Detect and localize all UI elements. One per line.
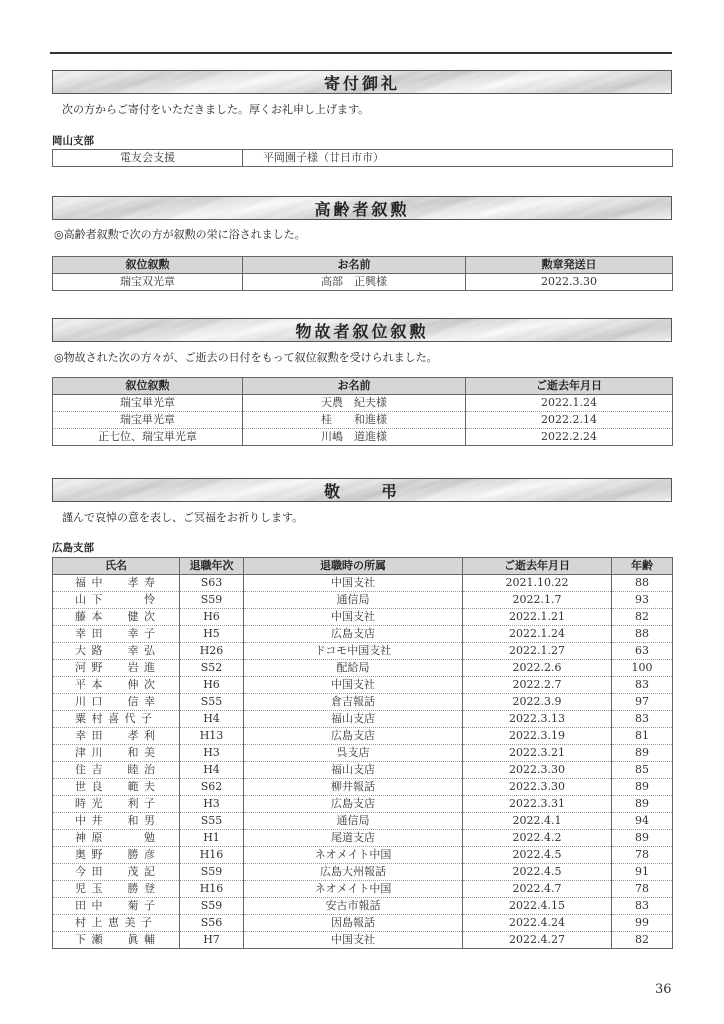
date-cell: 2022.3.21	[463, 745, 612, 762]
age-cell: 82	[612, 932, 673, 949]
donation-table	[52, 149, 673, 167]
department-cell: 広島支店	[244, 728, 463, 745]
table-header-row	[53, 257, 673, 274]
retire-year-cell: H7	[180, 932, 244, 949]
donation-category: 電友会支援	[53, 150, 243, 167]
name-cell: 平 本 伸 次	[53, 677, 180, 694]
age-cell: 63	[612, 643, 673, 660]
name-cell: 中 井 和 男	[53, 813, 180, 830]
department-cell: 福山支店	[244, 762, 463, 779]
table-row	[53, 779, 673, 796]
donation-lead: 次の方からご寄付をいただきました。厚くお礼申し上げます。	[62, 103, 370, 116]
department-cell: 中国支社	[244, 575, 463, 592]
decoration-cell: 瑞宝単光章	[53, 395, 243, 412]
date-cell: 2022.1.21	[463, 609, 612, 626]
table-header-row	[53, 378, 673, 395]
date-cell: 2022.3.9	[463, 694, 612, 711]
table-row	[53, 274, 673, 291]
date-cell: 2022.2.14	[466, 412, 673, 429]
header-decoration: 叙位叙勲	[53, 257, 243, 274]
department-cell: 中国支社	[244, 609, 463, 626]
age-cell: 89	[612, 779, 673, 796]
date-cell: 2022.1.24	[463, 626, 612, 643]
name-cell: 神 原 勉	[53, 830, 180, 847]
retire-year-cell: S59	[180, 864, 244, 881]
name-cell: 川嶋 道進様	[243, 429, 466, 446]
retire-year-cell: S63	[180, 575, 244, 592]
age-cell: 100	[612, 660, 673, 677]
retire-year-cell: H1	[180, 830, 244, 847]
condolence-branch: 広島支部	[52, 542, 94, 554]
date-cell: 2022.4.27	[463, 932, 612, 949]
condolence-title: 敬 弔	[323, 481, 400, 501]
table-row	[53, 830, 673, 847]
name-cell: 幸 田 孝 利	[53, 728, 180, 745]
name-cell: 高部 正興様	[243, 274, 466, 291]
table-row	[53, 395, 673, 412]
date-cell: 2022.4.24	[463, 915, 612, 932]
department-cell: 通信局	[244, 813, 463, 830]
department-cell: 倉吉報話	[244, 694, 463, 711]
name-cell: 世 良 範 夫	[53, 779, 180, 796]
age-cell: 82	[612, 609, 673, 626]
header-name: お名前	[243, 257, 466, 274]
department-cell: 尾道支店	[244, 830, 463, 847]
department-cell: 安古市報話	[244, 898, 463, 915]
department-cell: 福山支店	[244, 711, 463, 728]
department-cell: 広島支店	[244, 796, 463, 813]
age-cell: 97	[612, 694, 673, 711]
elderly-lead: ◎高齢者叙勲で次の方が叙勲の栄に浴されました。	[54, 228, 306, 241]
retire-year-cell: H26	[180, 643, 244, 660]
date-cell: 2022.1.27	[463, 643, 612, 660]
department-cell: 呉支店	[244, 745, 463, 762]
name-cell: 村 上 恵 美 子	[53, 915, 180, 932]
retire-year-cell: H16	[180, 847, 244, 864]
retire-year-cell: H13	[180, 728, 244, 745]
table-row	[53, 626, 673, 643]
table-row	[53, 412, 673, 429]
age-cell: 78	[612, 881, 673, 898]
name-cell: 川 口 信 幸	[53, 694, 180, 711]
table-row	[53, 932, 673, 949]
name-cell: 山 下 怜	[53, 592, 180, 609]
age-cell: 88	[612, 626, 673, 643]
department-cell: 因島報話	[244, 915, 463, 932]
date-cell: 2022.3.30	[463, 762, 612, 779]
table-row	[53, 711, 673, 728]
age-cell: 89	[612, 745, 673, 762]
deceased-title: 物故者叙位叙勲	[295, 321, 429, 341]
date-cell: 2022.4.1	[463, 813, 612, 830]
table-row	[53, 592, 673, 609]
name-cell: 住 吉 睦 治	[53, 762, 180, 779]
retire-year-cell: H4	[180, 711, 244, 728]
date-cell: 2022.2.6	[463, 660, 612, 677]
department-cell: 中国支社	[244, 932, 463, 949]
date-cell: 2022.3.19	[463, 728, 612, 745]
name-cell: 津 川 和 美	[53, 745, 180, 762]
date-cell: 2022.4.5	[463, 864, 612, 881]
retire-year-cell: S52	[180, 660, 244, 677]
age-cell: 83	[612, 677, 673, 694]
name-cell: 田 中 菊 子	[53, 898, 180, 915]
page-number: 36	[655, 982, 672, 997]
top-rule	[50, 52, 672, 54]
retire-year-cell: S55	[180, 813, 244, 830]
date-cell: 2022.2.24	[466, 429, 673, 446]
deceased-table	[52, 377, 673, 446]
age-cell: 81	[612, 728, 673, 745]
condolence-table	[52, 557, 673, 949]
name-cell: 藤 本 健 次	[53, 609, 180, 626]
department-cell: ネオメイト中国	[244, 881, 463, 898]
decoration-cell: 瑞宝単光章	[53, 412, 243, 429]
department-cell: 広島大州報話	[244, 864, 463, 881]
elderly-table	[52, 256, 673, 291]
condolence-lead: 謹んで哀悼の意を表し、ご冥福をお祈りします。	[62, 511, 304, 524]
date-cell: 2021.10.22	[463, 575, 612, 592]
age-cell: 88	[612, 575, 673, 592]
date-cell: 2022.1.24	[466, 395, 673, 412]
header-department: 退職時の所属	[244, 558, 463, 575]
name-cell: 奥 野 勝 彦	[53, 847, 180, 864]
retire-year-cell: S62	[180, 779, 244, 796]
elderly-banner	[52, 196, 672, 220]
age-cell: 78	[612, 847, 673, 864]
table-row	[53, 643, 673, 660]
decoration-cell: 正七位、瑞宝単光章	[53, 429, 243, 446]
table-row	[53, 694, 673, 711]
department-cell: ドコモ中国支社	[244, 643, 463, 660]
department-cell: 通信局	[244, 592, 463, 609]
retire-year-cell: S59	[180, 898, 244, 915]
table-row	[53, 429, 673, 446]
age-cell: 99	[612, 915, 673, 932]
deceased-banner	[52, 318, 672, 342]
age-cell: 83	[612, 898, 673, 915]
retire-year-cell: H3	[180, 796, 244, 813]
condolence-banner	[52, 478, 672, 502]
header-date: ご逝去年月日	[463, 558, 612, 575]
table-row	[53, 881, 673, 898]
retire-year-cell: H3	[180, 745, 244, 762]
date-cell: 2022.4.5	[463, 847, 612, 864]
retire-year-cell: H5	[180, 626, 244, 643]
decoration-cell: 瑞宝双光章	[53, 274, 243, 291]
retire-year-cell: S55	[180, 694, 244, 711]
table-row	[53, 150, 673, 167]
date-cell: 2022.4.15	[463, 898, 612, 915]
name-cell: 河 野 岩 進	[53, 660, 180, 677]
header-age: 年齢	[612, 558, 673, 575]
header-decoration: 叙位叙勲	[53, 378, 243, 395]
donation-banner	[52, 70, 672, 94]
retire-year-cell: H6	[180, 609, 244, 626]
table-row	[53, 745, 673, 762]
header-date: ご逝去年月日	[466, 378, 673, 395]
name-cell: 児 玉 勝 登	[53, 881, 180, 898]
table-row	[53, 728, 673, 745]
name-cell: 福 中 孝 寿	[53, 575, 180, 592]
header-retire-year: 退職年次	[180, 558, 244, 575]
header-name: 氏名	[53, 558, 180, 575]
department-cell: 柳井報話	[244, 779, 463, 796]
date-cell: 2022.3.30	[463, 779, 612, 796]
name-cell: 下 瀬 眞 輔	[53, 932, 180, 949]
table-row	[53, 898, 673, 915]
date-cell: 2022.3.31	[463, 796, 612, 813]
table-row	[53, 864, 673, 881]
age-cell: 83	[612, 711, 673, 728]
age-cell: 89	[612, 796, 673, 813]
retire-year-cell: S59	[180, 592, 244, 609]
department-cell: 中国支社	[244, 677, 463, 694]
retire-year-cell: S56	[180, 915, 244, 932]
deceased-lead: ◎物故された次の方々が、ご逝去の日付をもって叙位叙勲を受けられました。	[54, 351, 438, 364]
name-cell: 幸 田 幸 子	[53, 626, 180, 643]
age-cell: 85	[612, 762, 673, 779]
age-cell: 89	[612, 830, 673, 847]
table-row	[53, 677, 673, 694]
table-row	[53, 609, 673, 626]
table-row	[53, 915, 673, 932]
name-cell: 桂 和進様	[243, 412, 466, 429]
table-row	[53, 847, 673, 864]
donation-branch: 岡山支部	[52, 135, 94, 147]
table-row	[53, 660, 673, 677]
name-cell: 大 路 幸 弘	[53, 643, 180, 660]
name-cell: 今 田 茂 記	[53, 864, 180, 881]
age-cell: 91	[612, 864, 673, 881]
date-cell: 2022.3.13	[463, 711, 612, 728]
retire-year-cell: H6	[180, 677, 244, 694]
name-cell: 天農 紀夫様	[243, 395, 466, 412]
elderly-title: 高齢者叙勲	[314, 199, 410, 219]
table-row	[53, 575, 673, 592]
table-row	[53, 796, 673, 813]
date-cell: 2022.2.7	[463, 677, 612, 694]
header-date: 勲章発送日	[466, 257, 673, 274]
date-cell: 2022.4.2	[463, 830, 612, 847]
name-cell: 時 光 利 子	[53, 796, 180, 813]
age-cell: 93	[612, 592, 673, 609]
table-row	[53, 762, 673, 779]
department-cell: 広島支店	[244, 626, 463, 643]
date-cell: 2022.3.30	[466, 274, 673, 291]
retire-year-cell: H16	[180, 881, 244, 898]
table-header-row	[53, 558, 673, 575]
header-name: お名前	[243, 378, 466, 395]
date-cell: 2022.4.7	[463, 881, 612, 898]
table-row	[53, 813, 673, 830]
department-cell: ネオメイト中国	[244, 847, 463, 864]
department-cell: 配給局	[244, 660, 463, 677]
retire-year-cell: H4	[180, 762, 244, 779]
age-cell: 94	[612, 813, 673, 830]
date-cell: 2022.1.7	[463, 592, 612, 609]
donation-donor: 平岡園子様（廿日市市）	[243, 150, 673, 167]
name-cell: 粟 村 喜 代 子	[53, 711, 180, 728]
donation-title: 寄付御礼	[323, 73, 400, 93]
